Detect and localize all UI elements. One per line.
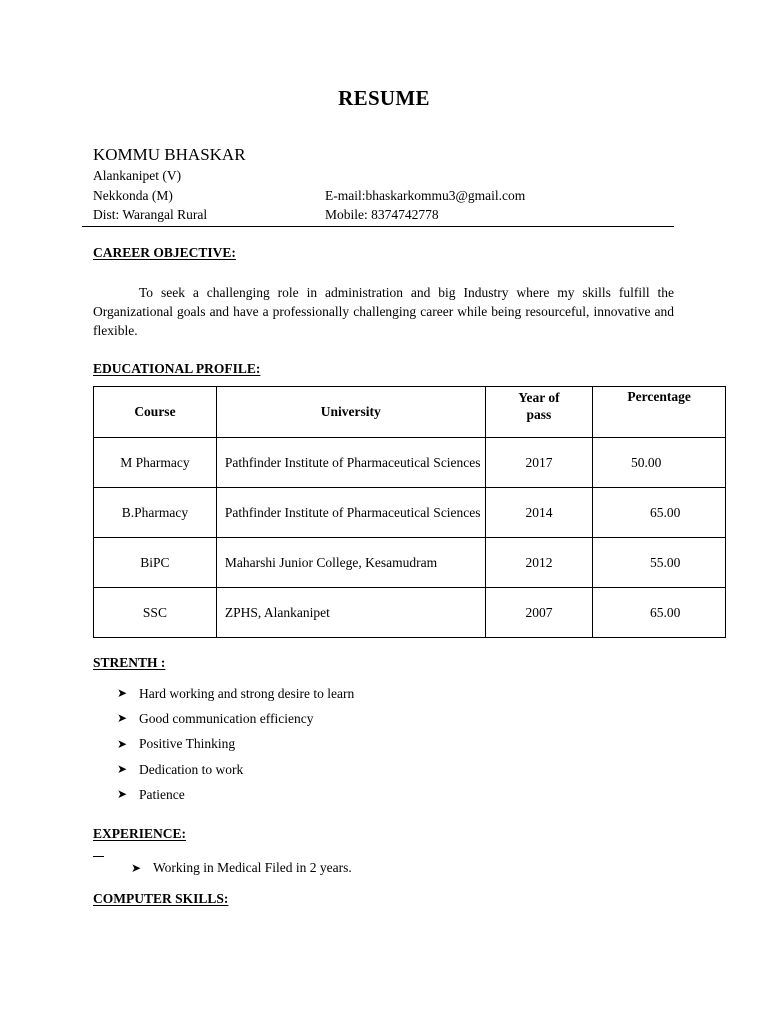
header-university: University [216, 387, 485, 438]
table-row [94, 538, 726, 588]
list-item-text: Patience [139, 786, 185, 802]
year-cell: 2012 [485, 538, 593, 588]
table-row [94, 588, 726, 638]
career-objective-body: To seek a challenging role in administration and big Industry where my skills fulfill the Organizational goals and have a professionally challenging career while being resourceful, innovative and flexible. [93, 285, 674, 338]
strength-heading: STRENTH : [93, 655, 166, 670]
address-mandal: Nekkonda (M) [93, 188, 173, 203]
experience-item-text: Working in Medical Filed in 2 years. [153, 860, 352, 875]
list-item-text: Dedication to work [139, 761, 244, 777]
header-percentage: Percentage [593, 387, 726, 438]
arrowhead-bullet-icon: ➤ [117, 736, 128, 751]
year-cell: 2007 [485, 588, 593, 638]
mobile-text: Mobile: 8374742778 [325, 207, 439, 222]
experience-heading: EXPERIENCE: [93, 826, 187, 841]
percentage-cell: 65.00 [593, 588, 726, 638]
university-cell: ZPHS, Alankanipet [216, 588, 485, 638]
list-item [117, 782, 354, 807]
list-item-text: Good communication efficiency [139, 710, 314, 726]
list-item [117, 732, 354, 757]
arrowhead-bullet-icon: ➤ [117, 762, 128, 777]
percentage-cell: 50.00 [593, 438, 726, 488]
arrowhead-bullet-icon: ➤ [117, 711, 128, 726]
address-village: Alankanipet (V) [93, 168, 182, 183]
university-cell: Pathfinder Institute of Pharmaceutical Sciences [216, 438, 485, 488]
address-district: Dist: Warangal Rural [93, 207, 208, 222]
university-cell: Maharshi Junior College, Kesamudram [216, 538, 485, 588]
course-cell: SSC [94, 588, 217, 638]
course-cell: M Pharmacy [94, 438, 217, 488]
percentage-cell: 65.00 [593, 488, 726, 538]
year-cell: 2014 [485, 488, 593, 538]
list-item [117, 681, 354, 706]
header-year [485, 387, 593, 438]
strength-list [117, 681, 354, 807]
header-divider-extension [540, 226, 674, 227]
list-item [117, 706, 354, 731]
header-year-line2: pass [526, 407, 552, 422]
arrowhead-bullet-icon: ➤ [117, 686, 128, 701]
header-course: Course [94, 387, 217, 438]
email-text: E-mail:bhaskarkommu3@gmail.com [325, 188, 526, 203]
education-table [93, 386, 726, 638]
university-cell: Pathfinder Institute of Pharmaceutical Sciences [216, 488, 485, 538]
computer-skills-heading: COMPUTER SKILLS: [93, 891, 229, 906]
page-title: RESUME [338, 86, 430, 110]
career-objective-heading: CAREER OBJECTIVE: [93, 245, 236, 260]
arrowhead-bullet-icon: ➤ [131, 860, 142, 875]
list-item-text: Hard working and strong desire to learn [139, 685, 355, 701]
educational-profile-heading: EDUCATIONAL PROFILE: [93, 361, 261, 376]
percentage-cell: 55.00 [593, 538, 726, 588]
table-header-row [94, 387, 726, 438]
header-year-line1: Year of [518, 390, 560, 405]
experience-dash [93, 856, 104, 857]
year-cell: 2017 [485, 438, 593, 488]
list-item [117, 757, 354, 782]
table-row [94, 488, 726, 538]
table-row [94, 438, 726, 488]
list-item-text: Positive Thinking [139, 736, 236, 752]
course-cell: BiPC [94, 538, 217, 588]
career-objective-text [93, 283, 674, 340]
candidate-name: KOMMU BHASKAR [93, 145, 246, 164]
arrowhead-bullet-icon: ➤ [117, 787, 128, 802]
experience-item [131, 860, 352, 876]
course-cell: B.Pharmacy [94, 488, 217, 538]
